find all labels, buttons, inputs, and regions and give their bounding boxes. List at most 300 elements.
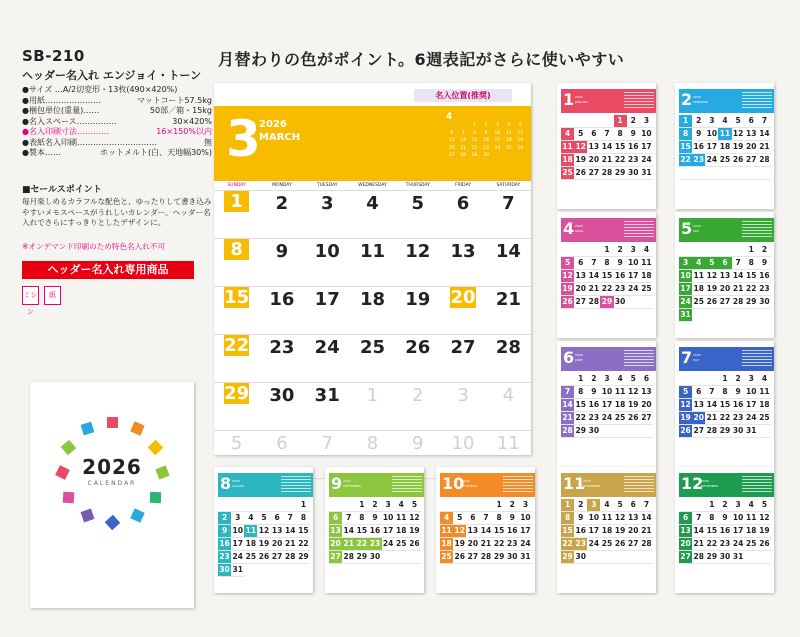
thumbnail-day: 22	[493, 538, 506, 551]
thumbnail-mini-calendar	[742, 350, 772, 366]
thumbnail-day: 19	[614, 525, 627, 538]
thumbnail-day: 18	[718, 141, 731, 154]
thumbnail-day: 10	[640, 128, 653, 141]
thumbnail-day: 25	[758, 412, 771, 425]
thumbnail-day: 29	[600, 296, 613, 309]
thumbnail-day: 1	[600, 244, 613, 257]
thumbnail-day: 3	[705, 115, 718, 128]
thumbnail-day: 4	[745, 499, 758, 512]
thumbnail-day: 23	[718, 538, 731, 551]
thumbnail-day: 12	[408, 512, 421, 525]
mini-day: 22	[471, 145, 478, 151]
thumbnail-day	[732, 167, 745, 180]
thumbnail-day: 26	[574, 167, 587, 180]
thumbnail-day: 15	[745, 270, 758, 283]
mini-day	[515, 152, 526, 160]
thumbnail-day: 21	[640, 525, 653, 538]
thumbnail-day: 19	[627, 399, 640, 412]
thumbnail-day: 27	[640, 412, 653, 425]
name-position-label: 名入位置(推奨)	[414, 89, 512, 102]
thumbnail-day	[453, 499, 466, 512]
thumbnail-month-number: 12	[681, 474, 704, 493]
day-cell	[350, 191, 395, 239]
day-number: 11	[496, 433, 520, 454]
thumbnail-day: 5	[705, 257, 718, 270]
thumbnail-day: 22	[600, 283, 613, 296]
thumbnail-day: 20	[466, 538, 479, 551]
thumbnail-day	[758, 551, 771, 564]
thumbnail-day: 8	[745, 257, 758, 270]
mini-day	[492, 152, 503, 160]
thumbnail-day: 1	[705, 499, 718, 512]
spec-row	[22, 138, 212, 149]
thumbnail-month-name: NOVEMBER	[583, 484, 601, 488]
thumbnail-day: 27	[627, 538, 640, 551]
thumbnail-day: 7	[600, 128, 613, 141]
day-number: 1	[224, 191, 249, 212]
thumbnail-day: 4	[440, 512, 453, 525]
spec-row	[22, 117, 212, 128]
thumbnail-day: 3	[587, 499, 600, 512]
mini-day: 20	[448, 145, 455, 151]
mini-day: 7	[461, 130, 465, 136]
thumbnail-day: 21	[600, 154, 613, 167]
month-thumbnail	[557, 83, 656, 209]
thumbnail-day: 10	[732, 512, 745, 525]
thumbnail-mini-calendar	[281, 476, 311, 492]
day-number: 8	[224, 239, 249, 260]
thumbnail-day: 5	[574, 128, 587, 141]
thumbnail-year: 2026	[693, 224, 701, 228]
thumbnail-day: 27	[718, 296, 731, 309]
thumbnail-day	[692, 373, 705, 386]
thumbnail-day: 16	[692, 141, 705, 154]
thumbnail-day: 4	[600, 499, 613, 512]
thumbnail-day: 4	[692, 257, 705, 270]
thumbnail-day: 8	[705, 512, 718, 525]
thumbnail-day: 24	[382, 538, 395, 551]
thumbnail-day: 17	[382, 525, 395, 538]
thumbnail-day	[614, 425, 627, 438]
thumbnail-day: 30	[368, 551, 381, 564]
paper-icon: 紙	[44, 286, 61, 305]
month-thumbnail	[675, 83, 774, 209]
thumbnail-day	[587, 551, 600, 564]
weekday-label: MONDAY	[272, 183, 292, 188]
thumbnail-day: 30	[627, 167, 640, 180]
mini-day: 1	[473, 123, 476, 128]
thumbnail-day: 25	[244, 551, 257, 564]
thumbnail-day	[640, 296, 653, 309]
mini-day: 19	[517, 138, 524, 143]
thumbnail-day: 21	[692, 538, 705, 551]
spec-value: 30×420%	[172, 116, 212, 126]
thumbnail-day: 27	[329, 551, 342, 564]
thumbnail-header	[561, 473, 656, 497]
thumbnail-month-name: APRIL	[575, 229, 584, 233]
thumbnail-day: 12	[732, 128, 745, 141]
thumbnail-day	[479, 499, 492, 512]
thumbnail-day: 25	[561, 167, 574, 180]
thumbnail-month-number: 4	[563, 219, 575, 238]
thumbnail-day	[395, 551, 408, 564]
thumbnail-day: 28	[284, 551, 297, 564]
day-cell	[440, 335, 485, 383]
thumbnail-day: 14	[561, 399, 574, 412]
thumbnail-day: 19	[679, 412, 692, 425]
mini-day: 4	[507, 123, 511, 128]
thumbnail-day: 5	[732, 115, 745, 128]
day-number: 6	[276, 433, 288, 454]
thumbnail-day: 2	[614, 244, 627, 257]
weekday-label: WEDNESDAY	[358, 183, 387, 188]
thumbnail-day: 12	[758, 512, 771, 525]
thumbnail-day: 21	[758, 141, 771, 154]
thumbnail-day: 21	[732, 283, 745, 296]
thumbnail-day: 5	[408, 499, 421, 512]
thumbnail-mini-calendar	[624, 221, 654, 237]
ring-square	[130, 421, 144, 435]
thumbnail-month-name: JUNE	[575, 358, 583, 362]
month-thumbnail	[557, 467, 656, 593]
thumbnail-day: 17	[705, 141, 718, 154]
mini-day: 18	[505, 138, 512, 143]
thumbnail-day: 9	[574, 512, 587, 525]
day-number: 12	[405, 241, 431, 262]
thumbnail-day: 29	[561, 551, 574, 564]
thumbnail-day: 14	[692, 525, 705, 538]
thumbnail-day	[705, 373, 718, 386]
thumbnail-day: 14	[758, 128, 771, 141]
thumbnail-day: 13	[587, 141, 600, 154]
thumbnail-month-name: MAY	[693, 229, 700, 233]
thumbnail-day: 27	[574, 296, 587, 309]
thumbnail-day	[679, 244, 692, 257]
thumbnail-day: 9	[627, 128, 640, 141]
thumbnail-day: 8	[493, 512, 506, 525]
day-cell	[350, 335, 395, 383]
thumbnail-day: 3	[745, 373, 758, 386]
day-number: 30	[269, 385, 295, 406]
thumbnail-day: 16	[368, 525, 381, 538]
thumbnail-day: 1	[745, 244, 758, 257]
month-thumbnail	[675, 341, 774, 467]
thumbnail-day	[614, 551, 627, 564]
thumbnail-day: 18	[600, 525, 613, 538]
ring-square	[63, 491, 75, 503]
thumbnail-day: 2	[627, 115, 640, 128]
thumbnail-day: 16	[574, 525, 587, 538]
thumbnail-day-grid	[679, 373, 771, 438]
mini-day: 10	[494, 130, 501, 136]
thumbnail-day: 23	[627, 154, 640, 167]
thumbnail-day	[257, 499, 270, 512]
day-number: 25	[359, 337, 386, 358]
thumbnail-day: 21	[342, 538, 355, 551]
thumbnail-day: 10	[679, 270, 692, 283]
thumbnail-day	[600, 551, 613, 564]
thumbnail-day: 16	[506, 525, 519, 538]
thumbnail-day: 2	[218, 512, 231, 525]
thumbnail-day: 16	[218, 538, 231, 551]
thumbnail-day	[587, 244, 600, 257]
thumbnail-day: 19	[408, 525, 421, 538]
day-cell	[214, 335, 259, 383]
thumbnail-day: 7	[692, 512, 705, 525]
thumbnail-day: 21	[284, 538, 297, 551]
thumbnail-day	[627, 296, 640, 309]
thumbnail-day: 16	[732, 399, 745, 412]
thumbnail-day: 15	[705, 525, 718, 538]
thumbnail-mini-calendar	[742, 221, 772, 237]
day-cell	[440, 239, 485, 287]
thumbnail-day: 15	[355, 525, 368, 538]
thumbnail-day: 1	[679, 115, 692, 128]
mini-day: 2	[484, 123, 488, 128]
thumbnail-day-grid	[561, 115, 653, 180]
thumbnail-month-number: 1	[563, 90, 575, 109]
thumbnail-day: 13	[627, 512, 640, 525]
thumbnail-day: 13	[271, 525, 284, 538]
thumbnail-day: 25	[395, 538, 408, 551]
day-cell	[486, 383, 531, 431]
thumbnail-day: 4	[718, 115, 731, 128]
day-cell	[350, 287, 395, 335]
thumbnail-day: 18	[395, 525, 408, 538]
thumbnail-mini-calendar	[624, 476, 654, 492]
thumbnail-day: 8	[679, 128, 692, 141]
thumbnail-day: 17	[587, 525, 600, 538]
thumbnail-day-grid	[679, 115, 771, 180]
thumbnail-day: 13	[329, 525, 342, 538]
thumbnail-day	[718, 244, 731, 257]
thumbnail-mini-calendar	[503, 476, 533, 492]
mini-day	[446, 122, 457, 130]
thumbnail-day: 19	[453, 538, 466, 551]
thumbnail-day: 9	[718, 512, 731, 525]
thumbnail-day: 14	[284, 525, 297, 538]
thumbnail-day: 13	[692, 399, 705, 412]
month-name: MARCH	[259, 132, 301, 143]
thumbnail-day	[600, 115, 613, 128]
thumbnail-day	[561, 373, 574, 386]
thumbnail-day: 7	[587, 257, 600, 270]
thumbnail-day	[284, 499, 297, 512]
thumbnail-day	[574, 115, 587, 128]
thumbnail-header	[329, 473, 424, 497]
day-number: 5	[230, 433, 243, 454]
thumbnail-day: 26	[408, 538, 421, 551]
ring-square	[104, 514, 120, 530]
mini-day: 28	[460, 153, 466, 158]
thumbnail-header	[561, 218, 656, 242]
thumbnail-day: 25	[640, 283, 653, 296]
day-number: 3	[320, 193, 334, 214]
thumbnail-day: 28	[587, 296, 600, 309]
thumbnail-day: 6	[627, 499, 640, 512]
thumbnail-day: 3	[519, 499, 532, 512]
thumbnail-day: 2	[574, 499, 587, 512]
mini-day: 23	[483, 145, 489, 151]
thumbnail-day: 31	[519, 551, 532, 564]
thumbnail-day: 6	[466, 512, 479, 525]
thumbnail-year: 2026	[575, 353, 583, 357]
thumbnail-day: 12	[627, 386, 640, 399]
thumbnail-header	[561, 89, 656, 113]
thumbnail-day: 20	[271, 538, 284, 551]
day-number: 11	[359, 241, 386, 262]
mini-day: 21	[460, 145, 466, 151]
day-cell	[440, 287, 485, 335]
thumbnail-day: 17	[600, 399, 613, 412]
thumbnail-day: 7	[479, 512, 492, 525]
day-cell	[350, 383, 395, 431]
day-number: 6	[456, 193, 470, 214]
thumbnail-day-grid	[329, 499, 421, 564]
thumbnail-day: 3	[732, 499, 745, 512]
thumbnail-day: 28	[561, 425, 574, 438]
thumbnail-day: 18	[758, 399, 771, 412]
thumbnail-day: 11	[692, 270, 705, 283]
thumbnail-day: 24	[519, 538, 532, 551]
thumbnail-day: 10	[519, 512, 532, 525]
day-number: 9	[412, 433, 424, 454]
thumbnail-day: 7	[284, 512, 297, 525]
thumbnail-day: 27	[587, 167, 600, 180]
thumbnail-day	[271, 499, 284, 512]
next-month-number: 4	[446, 112, 453, 122]
thumbnail-day: 11	[614, 386, 627, 399]
thumbnail-day: 9	[732, 386, 745, 399]
thumbnail-day: 27	[679, 551, 692, 564]
thumbnail-day: 24	[587, 538, 600, 551]
thumbnail-day	[408, 551, 421, 564]
thumbnail-day: 29	[705, 551, 718, 564]
thumbnail-day: 15	[600, 270, 613, 283]
thumbnail-day	[692, 244, 705, 257]
thumbnail-day: 11	[718, 128, 731, 141]
thumbnail-day: 18	[440, 538, 453, 551]
thumbnail-day: 23	[368, 538, 381, 551]
thumbnail-day: 24	[745, 412, 758, 425]
thumbnail-day: 30	[218, 564, 231, 577]
thumbnail-day	[745, 167, 758, 180]
thumbnail-day: 2	[692, 115, 705, 128]
thumbnail-year: 2026	[575, 95, 583, 99]
next-month-mini	[446, 112, 526, 160]
thumbnail-day: 8	[297, 512, 310, 525]
thumbnail-day: 22	[561, 538, 574, 551]
thumbnail-day: 30	[614, 296, 627, 309]
thumbnail-day: 23	[587, 412, 600, 425]
month-thumbnail	[436, 467, 535, 593]
thumbnail-mini-calendar	[392, 476, 422, 492]
thumbnail-day: 15	[574, 399, 587, 412]
thumbnail-day: 23	[758, 283, 771, 296]
thumbnail-day	[329, 499, 342, 512]
day-number: 31	[314, 385, 340, 406]
thumbnail-day: 9	[218, 525, 231, 538]
day-number: 26	[405, 337, 431, 358]
thumbnail-day: 23	[506, 538, 519, 551]
weekday-label: SATURDAY	[496, 183, 521, 188]
mini-day: 3	[495, 123, 499, 128]
thumbnail-day: 7	[640, 499, 653, 512]
day-cell	[486, 239, 531, 287]
thumbnail-day: 20	[574, 283, 587, 296]
ring-square	[61, 439, 76, 454]
thumbnail-day	[382, 551, 395, 564]
thumbnail-day: 24	[231, 551, 244, 564]
thumbnail-month-number: 5	[681, 219, 693, 238]
month-thumbnail	[325, 467, 424, 593]
day-number: 24	[314, 337, 340, 358]
day-cell	[305, 239, 350, 287]
thumbnail-day: 5	[627, 373, 640, 386]
thumbnail-day: 6	[640, 373, 653, 386]
thumbnail-day-grid	[561, 373, 653, 438]
weekday-label: FRIDAY	[455, 183, 472, 188]
headline: 月替わりの色がポイント。6週表記がさらに使いやすい	[218, 50, 625, 69]
ring-square	[107, 417, 118, 428]
day-cell	[395, 239, 440, 287]
day-cell	[486, 335, 531, 383]
month-header	[214, 106, 531, 181]
thumbnail-day: 27	[466, 551, 479, 564]
mini-day: 12	[517, 130, 524, 136]
thumbnail-day: 29	[493, 551, 506, 564]
spec-list	[22, 85, 212, 159]
thumbnail-year: 2026	[693, 353, 701, 357]
weekday-label: THURSDAY	[405, 183, 430, 188]
product-code: SB-210	[22, 47, 85, 65]
thumbnail-day: 19	[758, 525, 771, 538]
day-cell	[395, 191, 440, 239]
thumbnail-day: 13	[640, 386, 653, 399]
month-thumbnail	[675, 212, 774, 338]
thumbnail-day: 3	[627, 244, 640, 257]
thumbnail-day: 29	[574, 425, 587, 438]
thumbnail-day: 21	[705, 412, 718, 425]
thumbnail-day: 16	[718, 525, 731, 538]
thumbnail-day: 31	[745, 425, 758, 438]
thumbnail-day: 7	[342, 512, 355, 525]
thumbnail-day: 20	[679, 538, 692, 551]
thumbnail-day: 16	[587, 399, 600, 412]
thumbnail-day: 6	[574, 257, 587, 270]
thumbnail-year: 2026	[343, 479, 351, 483]
thumbnail-day	[561, 115, 574, 128]
thumbnail-year: 2026	[232, 479, 240, 483]
day-cell	[350, 239, 395, 287]
thumbnail-day: 31	[732, 551, 745, 564]
thumbnail-month-name: OCTOBER	[462, 484, 477, 488]
thumbnail-day: 28	[705, 425, 718, 438]
thumbnail-day: 14	[600, 141, 613, 154]
thumbnail-day	[640, 551, 653, 564]
thumbnail-day: 29	[614, 167, 627, 180]
thumbnail-day: 10	[745, 386, 758, 399]
thumbnail-day: 27	[745, 154, 758, 167]
day-number: 29	[224, 383, 250, 404]
day-number: 4	[366, 193, 379, 214]
thumbnail-day: 6	[271, 512, 284, 525]
thumbnail-day	[600, 425, 613, 438]
thumbnail-day	[627, 551, 640, 564]
sales-point-title: ■セールスポイント	[22, 185, 102, 195]
thumbnail-day: 25	[614, 412, 627, 425]
thumbnail-mini-calendar	[624, 350, 654, 366]
